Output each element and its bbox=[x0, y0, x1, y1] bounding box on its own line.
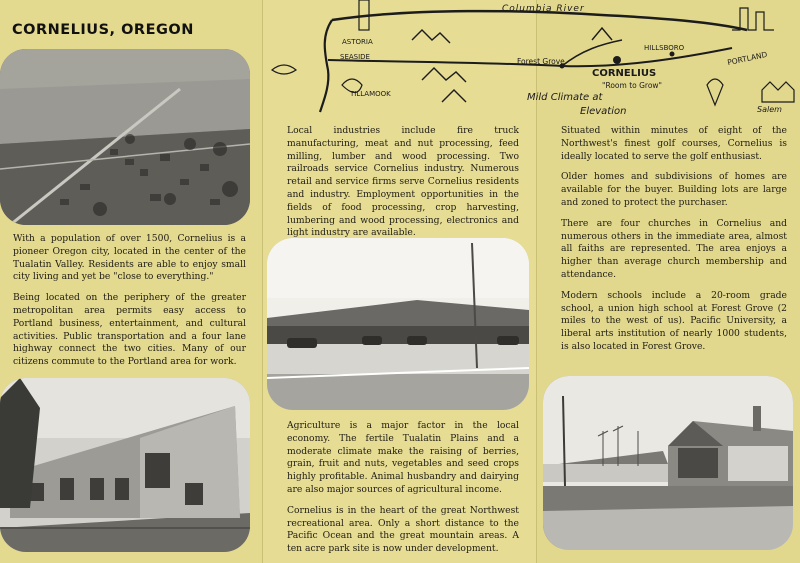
map-label-forest-grove: Forest Grove bbox=[517, 57, 565, 66]
aerial-town-photo bbox=[0, 49, 250, 225]
community-text bbox=[561, 125, 787, 362]
map-label-seaside: SEASIDE bbox=[340, 53, 370, 61]
housing-paragraph: Older homes and subdivisions of homes are available for the buyer. Building lots are large and zoned to protect the purchaser. bbox=[561, 171, 787, 208]
agriculture-text bbox=[287, 420, 519, 563]
industry-text bbox=[287, 125, 519, 248]
map-label-climate-line1: Mild Climate at bbox=[527, 92, 603, 103]
map-label-astoria: ASTORIA bbox=[342, 38, 373, 46]
map-label-tillamook: TILLAMOOK bbox=[350, 90, 391, 98]
school-building-photo bbox=[543, 376, 793, 550]
map-label-portland: PORTLAND bbox=[726, 49, 769, 68]
schools-paragraph: Modern schools include a 20-room grade school, a union high school at Forest Grove (2 miles to the west of us). Pacific University, a liberal arts institution of nearly 1000 students, is also located in Forest Grove. bbox=[561, 289, 787, 352]
intro-text bbox=[13, 233, 246, 377]
location-paragraph: Being located on the periphery of the greater metropolitan area permits easy access to Portland business, entertainment, and cultural activities. Public transportation and a four lane highway connect the two cities. Many of our citizens commute to the Portland area for work. bbox=[13, 292, 246, 368]
shopping-center-photo bbox=[267, 238, 529, 410]
map-label-salem: Salem bbox=[757, 105, 782, 114]
factory-building-photo bbox=[0, 378, 250, 552]
map-label-cornelius: CORNELIUS bbox=[592, 68, 657, 79]
map-label-slogan: "Room to Grow" bbox=[602, 81, 663, 90]
map-label-hillsboro: HILLSBORO bbox=[644, 44, 685, 52]
churches-paragraph: There are four churches in Cornelius and numerous others in the immediate area, almost all faiths are represented. The area enjoys a higher than average church membership and attendance. bbox=[561, 217, 787, 280]
industry-paragraph: Local industries include fire truck manufacturing, meat and nut processing, feed milling, lumber and wood processing. Two railroads service Cornelius industry. Numerous retail and service firms serve Cornelius residents and industry. Employment opportunities in the fields of food processing, crop harvesting, lumbering and wood processing, electronics and light industry are available. bbox=[287, 125, 519, 239]
map-label-climate-line2: Elevation bbox=[580, 106, 627, 117]
golf-paragraph: Situated within minutes of eight of the Northwest's finest golf courses, Cornelius is ideally located to serve the golf enthusiast. bbox=[561, 125, 787, 162]
left-panel bbox=[0, 0, 262, 563]
agriculture-paragraph: Agriculture is a major factor in the local economy. The fertile Tualatin Plains and a moderate climate make the raising of berries, grain, fruit and nuts, vegetables and seed crops highly profitable. Animal husbandry and dairying are also major sources of agricultural income. bbox=[287, 420, 519, 495]
page-title: CORNELIUS, OREGON bbox=[12, 22, 194, 38]
map-label-river: Columbia River bbox=[502, 4, 585, 14]
population-paragraph: With a population of over 1500, Cornelius is a pioneer Oregon city, located in the center of the Tualatin Valley. Residents are able to enjoy small city living and yet be "close to everything." bbox=[13, 233, 246, 283]
recreation-paragraph: Cornelius is in the heart of the great Northwest recreational area. Only a short distance to the Pacific Ocean and the great mountain areas. A ten acre park site is now under development. bbox=[287, 504, 519, 555]
regional-map bbox=[262, 0, 800, 122]
